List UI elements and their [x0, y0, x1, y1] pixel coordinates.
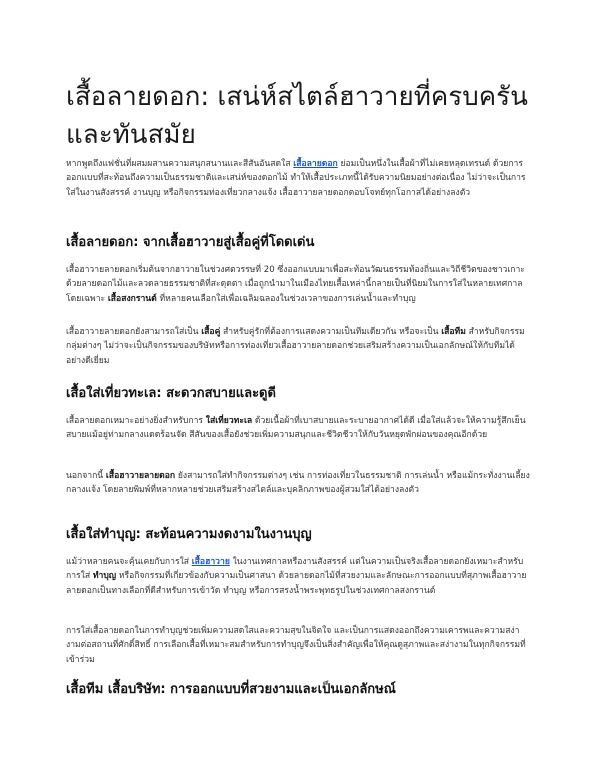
bold-team-shirt: เสื้อทีม — [441, 327, 466, 337]
paragraph-text: เสื้อฮาวายลายดอกเริ่มต้นจากฮาวายในช่วงศตวรรษที่ 20 ซึ่งออกแบบมาเพื่อสะท้อนวัฒนธรรมท้องถิ่นและวิถีชีวิตของชาวเกาะ ด้วยลายดอกไม้และลวดลายธรรมชาติที่สะดุดตา เมื่อถูกนำมาในเมืองไทยเสื้อเหล่านี้กลายเป็นที่นิยมในการใส่ในหลายเทศกาล โดยเฉพาะ — [66, 265, 525, 304]
merit-paragraph-2: การใส่เสื้อลายดอกในการทำบุญช่วยเพิ่มความสดใสและความสุขในจิตใจ และเป็นการแสดงออกถึงความเคารพและความสง่างามต่อสถานที่ศักดิ์สิทธิ์ การเลือกเสื้อที่เหมาะสมสำหรับการทำบุญจึงเป็นสิ่งสำคัญเพื่อให้คุณดูสุภาพและสง่างามในทุกกิจกรรมที่เข้าร่วม — [66, 626, 526, 665]
origin-paragraph-1 — [66, 263, 534, 306]
section-heading-merit: เสื้อใส่ทำบุญ: สะท้อนความงดงามในงานบุญ — [66, 527, 312, 542]
paragraph-text: นอกจากนี้ — [66, 471, 106, 481]
paragraph-text: สำหรับกิจกรรมกลุ่มต่างๆ ไม่ว่าจะเป็นกิจกรรมของบริษัทหรือการท่องเที่ยวเสื้อฮาวายลายดอกช่วยเสริมสร้างความเป็นเอกลักษณ์ให้กับทีมได้อย่างดีเยี่ยม — [66, 327, 525, 366]
section-heading-team: เสื้อทีม เสื้อบริษัท: การออกแบบที่สวยงามและเป็นเอกลักษณ์ — [66, 682, 396, 697]
paragraph-text: หรือกิจกรรมที่เกี่ยวข้องกับความเป็นศาสนา ด้วยลายดอกไม้ที่สวยงามและลักษณะการออกแบบที่สุภาพเสื้อฮาวายลายดอกเป็นทางเลือกที่ดีสำหรับการเข้าวัด ทำบุญ หรือการสรงน้ำพระพุทธรูปในช่วงเทศกาลสงกรานต์ — [66, 571, 527, 596]
section-heading-origin: เสื้อลายดอก: จากเสื้อฮาวายสู่เสื้อคู่ที่โดดเด่น — [66, 235, 315, 250]
paragraph-text: ที่หลายคนเลือกใส่เพื่อเฉลิมฉลองในช่วงเวลาของการเล่นน้ำและทำบุญ — [156, 293, 416, 304]
page-title: เสื้อลายดอก: เสน่ห์สไตล์ฮาวายที่ครบครันและทันสมัย — [66, 82, 528, 150]
origin-paragraph-2 — [66, 325, 534, 368]
paragraph-text: เสื้อลายดอกเหมาะอย่างยิ่งสำหรับการ — [66, 416, 206, 426]
paragraph-text: ด้วยเนื้อผ้าที่เบาสบายและระบายอากาศได้ดี เมื่อใส่แล้วจะให้ความรู้สึกเย็นสบายแม้อยู่ท่ามกลางแดดร้อนจัด สีสันของเสื้อยังช่วยเพิ่มความสนุกและชีวิตชีวาให้กับวันหยุดพักผ่อนของคุณอีกด้วย — [66, 416, 526, 441]
link-flower-shirt[interactable]: เสื้อลายดอก — [293, 159, 338, 169]
paragraph-text: สำหรับคู่รักที่ต้องการแสดงความเป็นทีมเดียวกัน หรือจะเป็น — [220, 327, 442, 337]
bold-hawaii-flower-shirt: เสื้อฮาวายลายดอก — [105, 471, 176, 481]
bold-merit: ทำบุญ — [92, 571, 117, 582]
intro-text: หากพูดถึงแฟชั่นที่ผสมผสานความสนุกสนานและสีสันอันสดใส — [66, 159, 294, 169]
intro-paragraph — [66, 157, 534, 200]
bold-couple-shirt: เสื้อคู่ — [201, 327, 221, 337]
paragraph-text: ในงานเทศกาลหรืองานสังสรรค์ แต่ในความเป็นจริงเสื้อลายดอกยังเหมาะสำหรับการใส่ — [66, 557, 524, 582]
intro-text-continued: ย่อมเป็นหนึ่งในเสื้อผ้าที่ไม่เคยหลุดเทรนด์ ด้วยการออกแบบที่สะท้อนถึงความเป็นธรรมชาติและเสน่ห์ของดอกไม้ ทำให้เสื้อประเภทนี้ได้รับความนิยมอย่างต่อเนื่อง ไม่ว่าจะเป็นการใส่ในงานสังสรรค์ งานบุญ หรือกิจกรรมท่องเที่ยวกลางแจ้ง เสื้อฮาวายลายดอกตอบโจทย์ทุกโอกาสได้อย่างลงตัว — [66, 159, 526, 198]
paragraph-text: ยังสามารถใส่ทำกิจกรรมต่างๆ เช่น การท่องเที่ยวในธรรมชาติ การเล่นน้ำ หรือแม้กระทั่งงานเลี้ยงกลางแจ้ง โดยลายพิมพ์ที่หลากหลายช่วยเสริมสร้างสไตล์และบุคลิกภาพของผู้สวมใส่ได้อย่างลงตัว — [66, 471, 530, 496]
bold-songkran-shirt: เสื้อสงกรานต์ — [107, 293, 157, 304]
beach-paragraph-2 — [66, 469, 534, 498]
beach-paragraph-1 — [66, 414, 534, 443]
paragraph-text: แม้ว่าหลายคนจะคุ้นเคยกับการใส่ — [66, 557, 192, 567]
bold-beach-wear: ใส่เที่ยวทะเล — [205, 416, 253, 426]
link-hawaii-shirt[interactable]: เสื้อฮาวาย — [191, 557, 230, 567]
merit-paragraph-1 — [66, 555, 534, 598]
section-heading-beach: เสื้อใส่เที่ยวทะเล: สะดวกสบายและดูดี — [66, 386, 276, 401]
paragraph-text: เสื้อฮาวายลายดอกยังสามารถใส่เป็น — [66, 327, 202, 337]
